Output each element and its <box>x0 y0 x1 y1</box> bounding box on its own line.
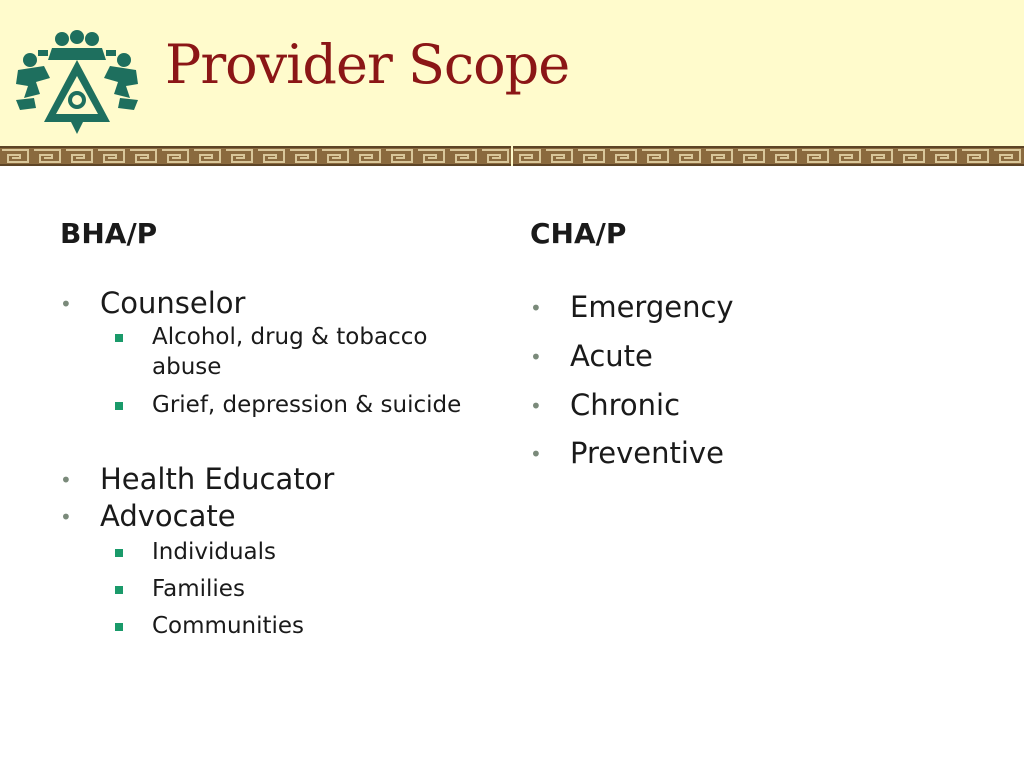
list-item <box>530 436 950 471</box>
bullet-dot-icon: • <box>530 393 542 418</box>
tribal-figures-logo-icon <box>14 30 140 134</box>
sub-list-item-label: Individuals <box>152 539 276 566</box>
bullet-dot-icon: • <box>60 292 72 316</box>
list-item <box>530 290 950 325</box>
bullet-dot-icon: • <box>530 296 542 320</box>
sub-list-item-label: Grief, depression & suicide <box>152 391 462 418</box>
list-item <box>530 339 950 374</box>
sub-list-item <box>60 391 480 421</box>
list-item <box>60 499 480 534</box>
square-bullet-icon <box>115 586 123 594</box>
list-item-label: Acute <box>570 338 653 373</box>
sub-list-item-label: Communities <box>152 612 305 639</box>
list-item-label: Health Educator <box>100 462 335 497</box>
square-bullet-icon <box>115 334 123 342</box>
list-item-label: Advocate <box>100 499 236 534</box>
bullet-dot-icon: • <box>530 442 542 467</box>
greek-key-border <box>0 146 1024 166</box>
bhap-column <box>60 217 480 642</box>
bullet-dot-icon: • <box>60 468 72 493</box>
list-item <box>530 388 950 423</box>
list-item-label: Counselor <box>100 286 246 320</box>
list-item <box>60 462 480 497</box>
slide-title: Provider Scope <box>165 33 570 96</box>
square-bullet-icon <box>115 402 123 410</box>
list-item-label: Preventive <box>570 436 724 471</box>
sub-list-item <box>60 612 480 642</box>
list-item-label: Emergency <box>570 290 734 324</box>
square-bullet-icon <box>115 549 123 557</box>
slide-header <box>0 0 1024 146</box>
sub-list-item <box>60 323 480 383</box>
sub-list-item-label: Families <box>152 575 245 602</box>
bhap-heading: BHA/P <box>60 217 158 250</box>
square-bullet-icon <box>115 623 123 631</box>
sub-list-item <box>60 538 480 568</box>
list-item-label: Chronic <box>570 387 681 422</box>
sub-list-item <box>60 575 480 605</box>
bullet-dot-icon: • <box>530 344 542 369</box>
chap-heading: CHA/P <box>530 217 627 250</box>
chap-column <box>530 217 950 471</box>
list-item <box>60 286 480 321</box>
bullet-dot-icon: • <box>60 505 72 530</box>
sub-list-item-label: Alcohol, drug & tobacco abuse <box>152 323 428 380</box>
